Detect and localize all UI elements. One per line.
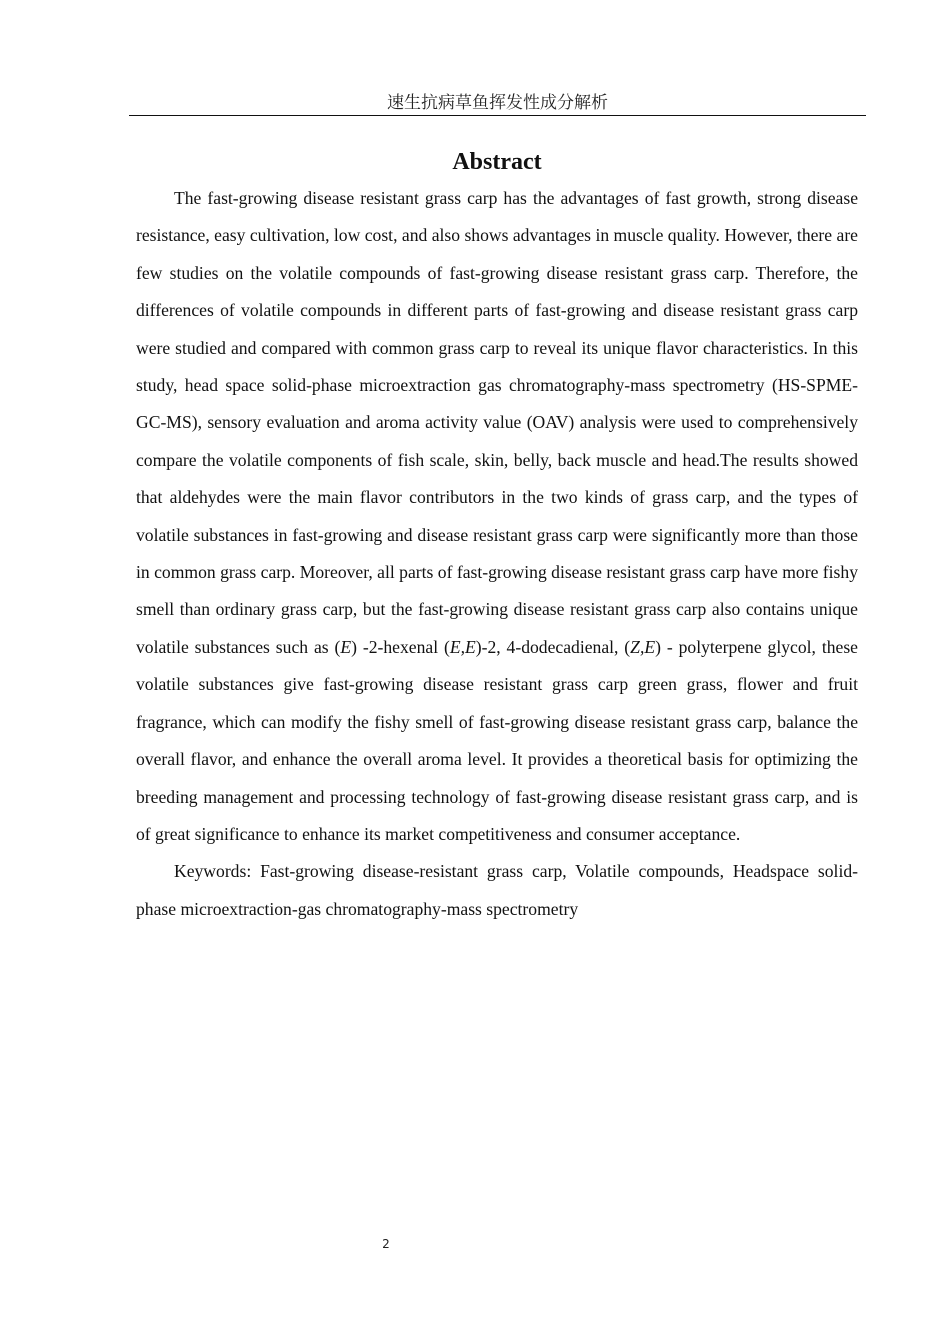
abstract-text-part-2: ) -2-hexenal (	[351, 636, 450, 657]
isomer-label: E	[340, 636, 352, 657]
abstract-text-part-4: ) - polyterpene glycol, these volatile substances give fast-growing disease resistant grass carp green grass, flower and fruit fragrance, which can modify the fishy smell of fast-growing disease resistant grass carp, balance the overall flavor, and enhance the overall aroma level. It provides a theoretical basis for optimizing the breeding management and processing technology of fast-growing disease resistant grass carp, and is of great significance to enhance its market competitiveness and consumer acceptance.	[136, 636, 858, 844]
isomer-label: Z,E	[630, 636, 656, 657]
abstract-title: Abstract	[452, 149, 542, 175]
abstract-paragraph	[136, 180, 858, 853]
isomer-label: E,E	[449, 636, 476, 657]
abstract-text-part-1: The fast-growing disease resistant grass carp has the advantages of fast growth, strong disease resistance, easy cultivation, low cost, and also shows advantages in muscle quality. However, there are few studies on the volatile compounds of fast-growing disease resistant grass carp. Therefore, the differences of volatile compounds in different parts of fast-growing and disease resistant grass carp were studied and compared with common grass carp to reveal its unique flavor characteristics. In this study, head space solid-phase microextraction gas chromatography-mass spectrometry (HS-SPME-GC-MS), sensory evaluation and aroma activity value (OAV) analysis were used to comprehensively compare the volatile components of fish scale, skin, belly, back muscle and head.The results showed that aldehydes were the main flavor contributors in the two kinds of grass carp, and the types of volatile substances in fast-growing and disease resistant grass carp were significantly more than those in common grass carp. Moreover, all parts of fast-growing disease resistant grass carp have more fishy smell than ordinary grass carp, but the fast-growing disease resistant grass carp also contains unique volatile substances such as (	[136, 188, 858, 657]
abstract-text-part-3: )-2, 4-dodecadienal, (	[475, 636, 631, 657]
keywords-paragraph: Keywords: Fast-growing disease-resistant grass carp, Volatile compounds, Headspace solid-phase microextraction-gas chromatography-mass spectrometry	[136, 861, 858, 919]
running-header: 速生抗病草鱼挥发性成分解析	[387, 93, 608, 113]
abstract-body	[136, 180, 858, 928]
header-rule	[129, 115, 866, 116]
page-number: 2	[382, 1237, 390, 1251]
